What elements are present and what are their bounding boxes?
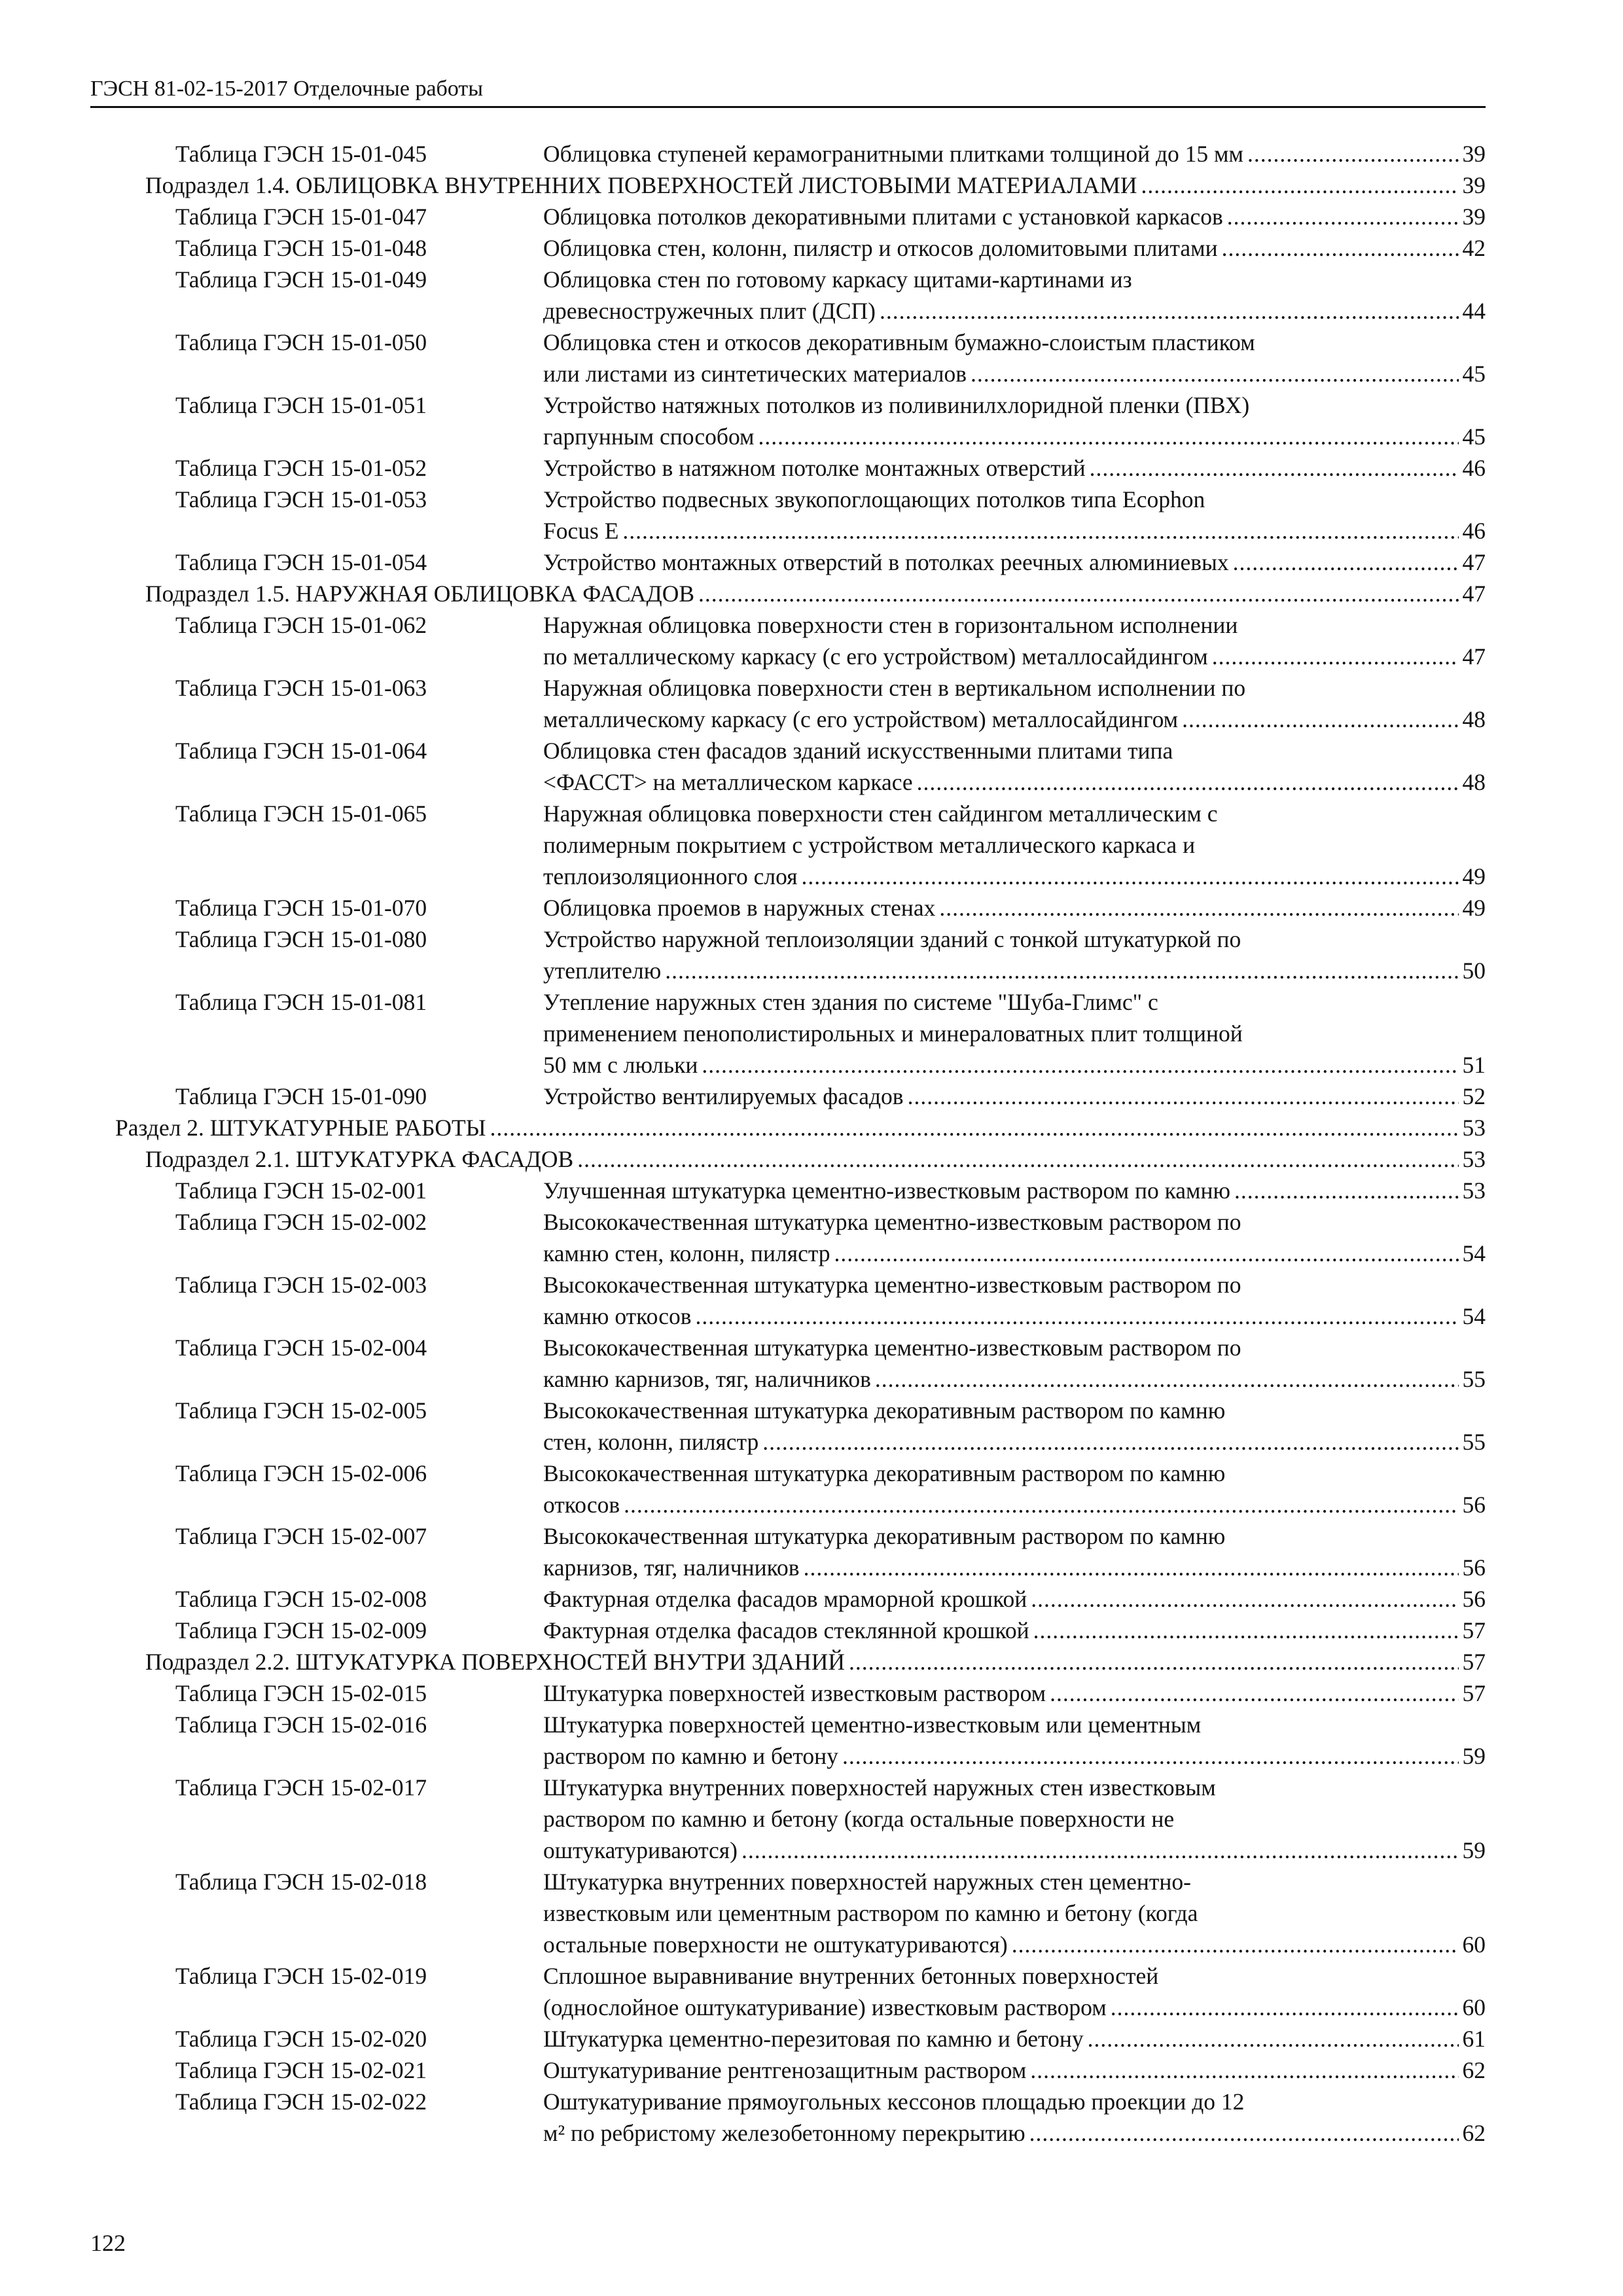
dot-leader (1012, 1929, 1459, 1961)
toc-entry (0, 1647, 1623, 1678)
toc-title-line (543, 2118, 1486, 2149)
toc-table-title (543, 1615, 1486, 1647)
toc-table-label: Таблица ГЭСН 15-02-002 (175, 1209, 427, 1235)
toc-entry (0, 1521, 1623, 1584)
toc-page-number: 49 (1462, 863, 1486, 889)
toc-table-title (543, 2055, 1486, 2087)
toc-page-number: 60 (1462, 1931, 1486, 1958)
toc-table-label: Таблица ГЭСН 15-02-009 (175, 1617, 427, 1643)
toc-title-line: Высококачественная штукатурка цементно-известковым раствором по (543, 1335, 1241, 1361)
toc-title-line: Облицовка стен фасадов зданий искусственными плитами типа (543, 738, 1173, 764)
toc-page-number: 50 (1462, 958, 1486, 984)
toc-page-number: 47 (1462, 643, 1486, 670)
toc-title-line (543, 1301, 1486, 1333)
toc-heading-text: Раздел 2. ШТУКАТУРНЫЕ РАБОТЫ (115, 1115, 486, 1141)
toc-table-title (543, 1772, 1486, 1867)
toc-table-title (543, 139, 1486, 170)
dot-leader (490, 1113, 1459, 1144)
dot-leader (695, 1301, 1458, 1333)
toc-table-label: Таблица ГЭСН 15-01-054 (175, 549, 427, 575)
toc-table-label: Таблица ГЭСН 15-01-051 (175, 392, 427, 418)
dot-leader (834, 1238, 1459, 1270)
toc-page-number: 59 (1462, 1743, 1486, 1769)
toc-entry (0, 1333, 1623, 1395)
toc-title-line (543, 296, 1486, 327)
toc-title-line (543, 2055, 1486, 2087)
toc-table-label: Таблица ГЭСН 15-01-045 (175, 141, 427, 167)
toc-table-label: Таблица ГЭСН 15-02-015 (175, 1680, 427, 1706)
toc-entry (0, 1270, 1623, 1333)
dot-leader (1212, 641, 1459, 673)
toc-title-line: Штукатурка поверхностей цементно-известковым или цементным (543, 1712, 1202, 1738)
toc-subsection-heading (145, 579, 1486, 610)
toc-title-text: Устройство в натяжном потолке монтажных отверстий (543, 455, 1086, 481)
dot-leader (849, 1647, 1459, 1678)
toc-section-heading (115, 1113, 1486, 1144)
toc-page-number: 39 (1462, 141, 1486, 167)
toc-table-label: Таблица ГЭСН 15-01-052 (175, 455, 427, 481)
toc-page-number: 47 (1462, 549, 1486, 575)
toc-table-label: Таблица ГЭСН 15-01-062 (175, 612, 427, 638)
toc-table-label: Таблица ГЭСН 15-01-064 (175, 738, 427, 764)
toc-title-line: Наружная облицовка поверхности стен сайдингом металлическим с (543, 800, 1218, 827)
toc-title-line (543, 1050, 1486, 1081)
toc-title-line: применением пенополистирольных и минераловатных плит толщиной (543, 1020, 1243, 1047)
toc-table-title (543, 1678, 1486, 1710)
toc-page-number: 51 (1462, 1052, 1486, 1078)
toc-title-line: Высококачественная штукатурка декоративным раствором по камню (543, 1397, 1226, 1424)
toc-page-number: 39 (1462, 204, 1486, 230)
dot-leader (624, 1490, 1458, 1521)
toc-entry (0, 264, 1623, 327)
toc-page-number: 49 (1462, 895, 1486, 921)
toc-entry (0, 1678, 1623, 1710)
toc-entry (0, 798, 1623, 893)
toc-page-number: 39 (1462, 172, 1486, 198)
toc-title-text: 50 мм с люльки (543, 1052, 698, 1078)
toc-entry (0, 1207, 1623, 1270)
toc-title-line: Устройство подвесных звукопоглощающих потолков типа Ecophon (543, 486, 1205, 512)
toc-entry (0, 1867, 1623, 1961)
dot-leader (622, 516, 1458, 547)
toc-subsection-heading (145, 1144, 1486, 1175)
toc-title-text: или листами из синтетических материалов (543, 361, 967, 387)
toc-page-number: 61 (1462, 2026, 1486, 2052)
toc-entry (0, 170, 1623, 202)
toc-title-line: Высококачественная штукатурка цементно-известковым раствором по (543, 1272, 1241, 1298)
toc-table-label: Таблица ГЭСН 15-02-008 (175, 1586, 427, 1612)
toc-title-text: Облицовка потолков декоративными плитами с установкой каркасов (543, 204, 1223, 230)
toc-entry (0, 1615, 1623, 1647)
toc-table-title (543, 453, 1486, 484)
toc-title-line (543, 1490, 1486, 1521)
toc-page-number: 53 (1462, 1146, 1486, 1172)
dot-leader (1222, 233, 1459, 264)
toc-table-title (543, 1395, 1486, 1458)
toc-title-text: Фактурная отделка фасадов мраморной крошкой (543, 1586, 1027, 1612)
toc-title-text: карнизов, тяг, наличников (543, 1554, 800, 1581)
toc-page-number: 46 (1462, 518, 1486, 544)
toc-entry (0, 2087, 1623, 2149)
toc-table-title (543, 1458, 1486, 1521)
toc-title-line: Утепление наружных стен здания по системе "Шуба-Глимс" с (543, 989, 1158, 1015)
toc-entry (0, 1081, 1623, 1113)
dot-leader (1247, 139, 1459, 170)
toc-table-label: Таблица ГЭСН 15-02-004 (175, 1335, 427, 1361)
toc-title-line (543, 641, 1486, 673)
toc-table-label: Таблица ГЭСН 15-01-047 (175, 204, 427, 230)
toc-table-label: Таблица ГЭСН 15-02-001 (175, 1177, 427, 1204)
dot-leader (758, 422, 1459, 453)
toc-subsection-heading (145, 1647, 1486, 1678)
dot-leader (762, 1427, 1458, 1458)
dot-leader (577, 1144, 1458, 1175)
dot-leader (880, 296, 1459, 327)
toc-title-line (543, 202, 1486, 233)
dot-leader (741, 1835, 1459, 1867)
toc-table-title (543, 798, 1486, 893)
toc-title-line: Высококачественная штукатурка декоративным раствором по камню (543, 1460, 1226, 1486)
toc-table-label: Таблица ГЭСН 15-01-065 (175, 800, 427, 827)
toc-table-label: Таблица ГЭСН 15-01-081 (175, 989, 427, 1015)
toc-entry (0, 202, 1623, 233)
toc-title-line (543, 1427, 1486, 1458)
toc-title-line (543, 516, 1486, 547)
toc-title-line: Высококачественная штукатурка цементно-известковым раствором по (543, 1209, 1241, 1235)
toc-entry (0, 453, 1623, 484)
dot-leader (1031, 1584, 1458, 1615)
toc-table-label: Таблица ГЭСН 15-02-006 (175, 1460, 427, 1486)
toc-table-title (543, 893, 1486, 924)
toc-page-number: 44 (1462, 298, 1486, 324)
toc-title-line (543, 1238, 1486, 1270)
toc-title-text: камню карнизов, тяг, наличников (543, 1366, 871, 1392)
toc-title-line (543, 1175, 1486, 1207)
toc-title-text: Облицовка проемов в наружных стенах (543, 895, 936, 921)
dot-leader (702, 1050, 1458, 1081)
toc-title-text: Штукатурка поверхностей известковым раствором (543, 1680, 1046, 1706)
toc-table-label: Таблица ГЭСН 15-02-016 (175, 1712, 427, 1738)
toc-title-line (543, 956, 1486, 987)
toc-table-label: Таблица ГЭСН 15-01-048 (175, 235, 427, 261)
toc-table-title (543, 1584, 1486, 1615)
toc-table-title (543, 673, 1486, 736)
toc-title-line: Наружная облицовка поверхности стен в вертикальном исполнении по (543, 675, 1246, 701)
toc-entry (0, 1144, 1623, 1175)
toc-title-line: Штукатурка внутренних поверхностей наружных стен цементно- (543, 1869, 1191, 1895)
toc-title-line: Сплошное выравнивание внутренних бетонных поверхностей (543, 1963, 1159, 1989)
toc-entry (0, 2024, 1623, 2055)
toc-title-line (543, 1081, 1486, 1113)
toc-page-number: 45 (1462, 423, 1486, 450)
toc-title-line (543, 1615, 1486, 1647)
toc-entry (0, 673, 1623, 736)
toc-title-line (543, 233, 1486, 264)
toc-table-label: Таблица ГЭСН 15-02-019 (175, 1963, 427, 1989)
toc-entry (0, 1584, 1623, 1615)
page-number: 122 (90, 2230, 126, 2256)
dot-leader (842, 1741, 1459, 1772)
toc-title-line (543, 861, 1486, 893)
toc-table-label: Таблица ГЭСН 15-02-022 (175, 2089, 427, 2115)
toc-entry (0, 1113, 1623, 1144)
toc-page-number: 60 (1462, 1994, 1486, 2020)
toc-page-number: 57 (1462, 1680, 1486, 1706)
running-header: ГЭСН 81-02-15-2017 Отделочные работы (90, 73, 1486, 108)
toc-table-label: Таблица ГЭСН 15-01-053 (175, 486, 427, 512)
toc-title-text: Облицовка ступеней керамогранитными плитками толщиной до 15 мм (543, 141, 1243, 167)
toc-title-line (543, 1835, 1486, 1867)
toc-table-label: Таблица ГЭСН 15-02-017 (175, 1774, 427, 1801)
toc-table-title (543, 390, 1486, 453)
toc-title-line: Оштукатуривание прямоугольных кессонов площадью проекции до 12 (543, 2089, 1245, 2115)
toc-entry (0, 924, 1623, 987)
dot-leader (917, 767, 1459, 798)
toc-page-number: 54 (1462, 1240, 1486, 1266)
toc-entry (0, 1710, 1623, 1772)
toc-entry (0, 610, 1623, 673)
toc-page-number: 56 (1462, 1554, 1486, 1581)
toc-title-text: древесностружечных плит (ДСП) (543, 298, 876, 324)
toc-title-line: Облицовка стен по готовому каркасу щитами-картинами из (543, 266, 1132, 293)
toc-table-label: Таблица ГЭСН 15-01-063 (175, 675, 427, 701)
dot-leader (1234, 1175, 1458, 1207)
toc-title-text: откосов (543, 1492, 620, 1518)
toc-entry (0, 1772, 1623, 1867)
toc-table-title (543, 987, 1486, 1081)
toc-title-text: м² по ребристому железобетонному перекрытию (543, 2120, 1026, 2146)
dot-leader (1088, 2024, 1459, 2055)
dot-leader (804, 1552, 1459, 1584)
toc-title-text: Устройство монтажных отверстий в потолках реечных алюминиевых (543, 549, 1229, 575)
toc-page-number: 48 (1462, 706, 1486, 732)
toc-page-number: 56 (1462, 1492, 1486, 1518)
toc-title-text: (однослойное оштукатуривание) известковым раствором (543, 1994, 1107, 2020)
toc-subsection-heading (145, 170, 1486, 202)
dot-leader (1111, 1992, 1459, 2024)
dot-leader (1141, 170, 1458, 202)
dot-leader (908, 1081, 1459, 1113)
toc-table-title (543, 1081, 1486, 1113)
toc-table-title (543, 1175, 1486, 1207)
toc-table-title (543, 547, 1486, 579)
toc-table-title (543, 264, 1486, 327)
toc-title-text: камню откосов (543, 1303, 692, 1329)
dot-leader (1233, 547, 1459, 579)
toc-table-title (543, 736, 1486, 798)
dot-leader (875, 1364, 1459, 1395)
toc-entry (0, 987, 1623, 1081)
toc-title-line: Устройство наружной теплоизоляции зданий с тонкой штукатуркой по (543, 926, 1241, 952)
toc-title-text: Устройство вентилируемых фасадов (543, 1083, 904, 1109)
dot-leader (1030, 2055, 1458, 2087)
toc-title-line (543, 1584, 1486, 1615)
toc-title-line (543, 704, 1486, 736)
toc-table-title (543, 327, 1486, 390)
dot-leader (1090, 453, 1459, 484)
toc-title-line: известковым или цементным раствором по камню и бетону (когда (543, 1900, 1198, 1926)
toc-table-title (543, 1207, 1486, 1270)
toc-page-number: 52 (1462, 1083, 1486, 1109)
toc-title-text: по металлическому каркасу (с его устройством) металлосайдингом (543, 643, 1208, 670)
dot-leader (1182, 704, 1458, 736)
toc-title-line: раствором по камню и бетону (когда остальные поверхности не (543, 1806, 1175, 1832)
toc-table-title (543, 2087, 1486, 2149)
toc-entry (0, 2055, 1623, 2087)
toc-title-line (543, 139, 1486, 170)
toc-entry (0, 233, 1623, 264)
dot-leader (665, 956, 1458, 987)
toc-table-title (543, 1961, 1486, 2024)
toc-title-text: Облицовка стен, колонн, пилястр и откосов доломитовыми плитами (543, 235, 1218, 261)
toc-title-text: оштукатуриваются) (543, 1837, 738, 1863)
dot-leader (802, 861, 1459, 893)
toc-page-number: 53 (1462, 1115, 1486, 1141)
toc-title-line: Устройство натяжных потолков из поливинилхлоридной пленки (ПВХ) (543, 392, 1250, 418)
toc-table-title (543, 1521, 1486, 1584)
toc-title-text: остальные поверхности не оштукатуриваются) (543, 1931, 1008, 1958)
toc-table-title (543, 924, 1486, 987)
toc-title-line (543, 359, 1486, 390)
toc-page-number: 47 (1462, 581, 1486, 607)
toc-table-title (543, 610, 1486, 673)
dot-leader (1227, 202, 1459, 233)
toc-title-line: Штукатурка внутренних поверхностей наружных стен известковым (543, 1774, 1216, 1801)
toc-title-line (543, 1678, 1486, 1710)
toc-entry (0, 1961, 1623, 2024)
toc-page-number: 55 (1462, 1366, 1486, 1392)
toc-table-label: Таблица ГЭСН 15-02-020 (175, 2026, 427, 2052)
toc-title-text: утеплителю (543, 958, 662, 984)
toc-title-line (543, 1741, 1486, 1772)
toc-entry (0, 579, 1623, 610)
toc-table-label: Таблица ГЭСН 15-01-070 (175, 895, 427, 921)
toc-page-number: 42 (1462, 235, 1486, 261)
toc-table-label: Таблица ГЭСН 15-02-007 (175, 1523, 427, 1549)
toc-title-text: стен, колонн, пилястр (543, 1429, 759, 1455)
dot-leader (1033, 1615, 1459, 1647)
toc-entry (0, 1175, 1623, 1207)
toc-page-number: 53 (1462, 1177, 1486, 1204)
toc-title-line (543, 767, 1486, 798)
toc-entry (0, 893, 1623, 924)
toc-table-title (543, 1333, 1486, 1395)
toc-entry (0, 484, 1623, 547)
toc-title-line: полимерным покрытием с устройством металлического каркаса и (543, 832, 1196, 858)
dot-leader (1050, 1678, 1458, 1710)
toc-entry (0, 1458, 1623, 1521)
toc-title-text: Улучшенная штукатурка цементно-известковым раствором по камню (543, 1177, 1231, 1204)
toc-table-title (543, 202, 1486, 233)
toc-title-text: Focus E (543, 518, 619, 544)
toc-page-number: 55 (1462, 1429, 1486, 1455)
toc-title-text: <ФАССТ> на металлическом каркасе (543, 769, 913, 795)
toc-title-text: Оштукатуривание рентгенозащитным раствором (543, 2057, 1027, 2083)
table-of-contents (0, 139, 1623, 2149)
toc-title-line (543, 453, 1486, 484)
toc-table-title (543, 1270, 1486, 1333)
dot-leader (698, 579, 1458, 610)
toc-page-number: 54 (1462, 1303, 1486, 1329)
toc-page-number: 62 (1462, 2120, 1486, 2146)
toc-page-number: 46 (1462, 455, 1486, 481)
toc-table-label: Таблица ГЭСН 15-01-090 (175, 1083, 427, 1109)
toc-entry (0, 547, 1623, 579)
dot-leader (1029, 2118, 1459, 2149)
toc-heading-text: Подраздел 1.4. ОБЛИЦОВКА ВНУТРЕННИХ ПОВЕРХНОСТЕЙ ЛИСТОВЫМИ МАТЕРИАЛАМИ (145, 172, 1137, 198)
toc-title-line (543, 1552, 1486, 1584)
toc-title-line (543, 893, 1486, 924)
toc-page-number: 45 (1462, 361, 1486, 387)
toc-title-text: теплоизоляционного слоя (543, 863, 798, 889)
toc-heading-text: Подраздел 1.5. НАРУЖНАЯ ОБЛИЦОВКА ФАСАДОВ (145, 581, 695, 607)
toc-title-line (543, 547, 1486, 579)
toc-page-number: 57 (1462, 1649, 1486, 1675)
toc-title-text: металлическому каркасу (с его устройством) металлосайдингом (543, 706, 1179, 732)
toc-entry (0, 327, 1623, 390)
toc-entry (0, 390, 1623, 453)
dot-leader (971, 359, 1458, 390)
toc-table-title (543, 2024, 1486, 2055)
toc-table-label: Таблица ГЭСН 15-02-003 (175, 1272, 427, 1298)
toc-page-number: 48 (1462, 769, 1486, 795)
toc-entry (0, 736, 1623, 798)
toc-table-label: Таблица ГЭСН 15-01-049 (175, 266, 427, 293)
toc-table-label: Таблица ГЭСН 15-01-050 (175, 329, 427, 355)
toc-title-text: Штукатурка цементно-перезитовая по камню и бетону (543, 2026, 1084, 2052)
toc-title-text: раствором по камню и бетону (543, 1743, 838, 1769)
toc-title-text: камню стен, колонн, пилястр (543, 1240, 830, 1266)
toc-title-line (543, 1992, 1486, 2024)
toc-title-line (543, 1929, 1486, 1961)
toc-heading-text: Подраздел 2.1. ШТУКАТУРКА ФАСАДОВ (145, 1146, 574, 1172)
toc-title-line (543, 422, 1486, 453)
toc-title-line: Облицовка стен и откосов декоративным бумажно-слоистым пластиком (543, 329, 1255, 355)
toc-title-line (543, 1364, 1486, 1395)
toc-entry (0, 139, 1623, 170)
toc-title-line: Высококачественная штукатурка декоративным раствором по камню (543, 1523, 1226, 1549)
toc-heading-text: Подраздел 2.2. ШТУКАТУРКА ПОВЕРХНОСТЕЙ ВНУТРИ ЗДАНИЙ (145, 1649, 845, 1675)
toc-title-line: Наружная облицовка поверхности стен в горизонтальном исполнении (543, 612, 1238, 638)
toc-entry (0, 1395, 1623, 1458)
toc-page-number: 62 (1462, 2057, 1486, 2083)
toc-table-title (543, 1867, 1486, 1961)
toc-table-label: Таблица ГЭСН 15-01-080 (175, 926, 427, 952)
toc-table-label: Таблица ГЭСН 15-02-018 (175, 1869, 427, 1895)
toc-page-number: 59 (1462, 1837, 1486, 1863)
toc-title-text: гарпунным способом (543, 423, 755, 450)
toc-table-title (543, 484, 1486, 547)
toc-table-title (543, 233, 1486, 264)
toc-title-line (543, 2024, 1486, 2055)
toc-page-number: 56 (1462, 1586, 1486, 1612)
toc-page-number: 57 (1462, 1617, 1486, 1643)
toc-title-text: Фактурная отделка фасадов стеклянной крошкой (543, 1617, 1029, 1643)
toc-table-title (543, 1710, 1486, 1772)
dot-leader (939, 893, 1458, 924)
toc-table-label: Таблица ГЭСН 15-02-021 (175, 2057, 427, 2083)
toc-table-label: Таблица ГЭСН 15-02-005 (175, 1397, 427, 1424)
